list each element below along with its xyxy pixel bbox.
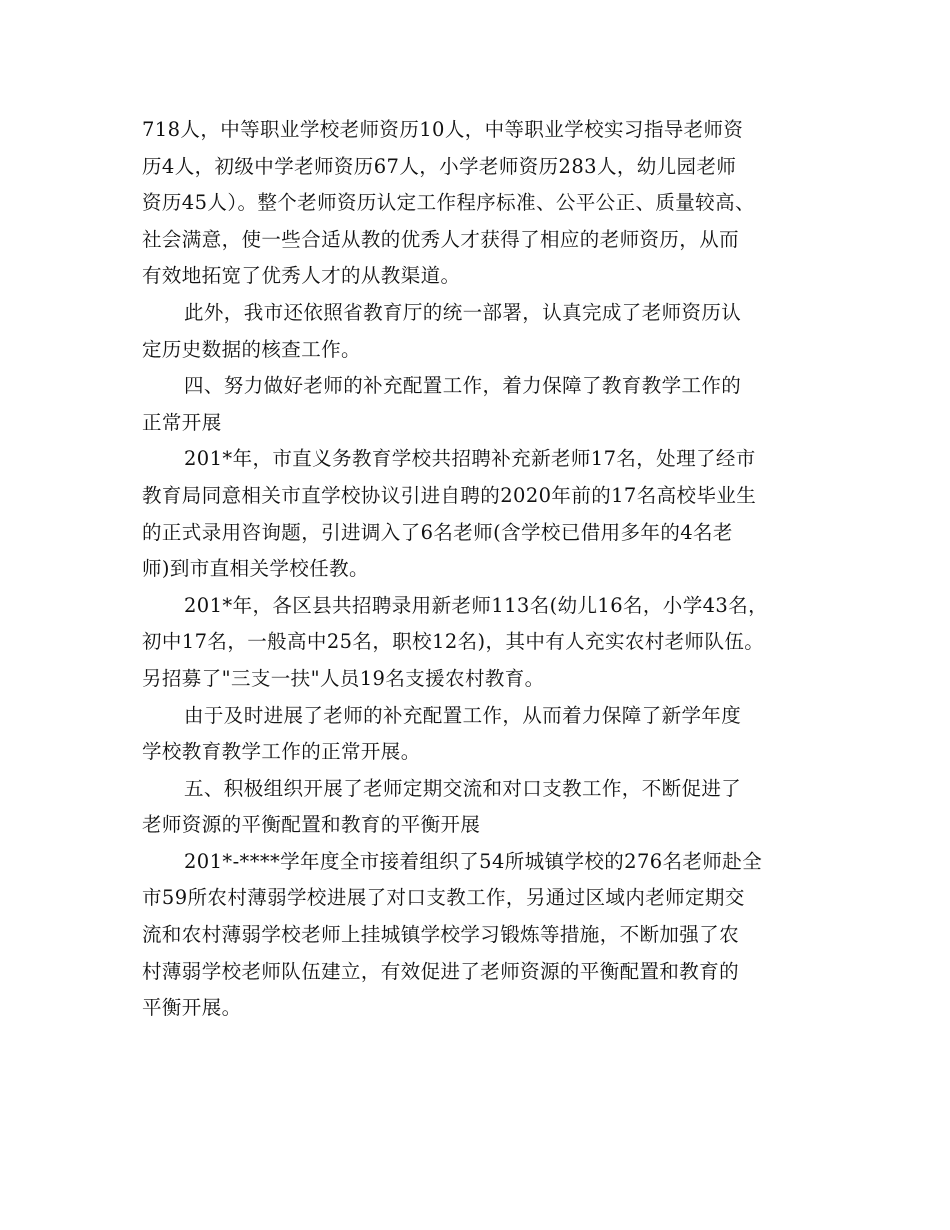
text-line: 201*-****学年度全市接着组织了54所城镇学校的276名老师赴全 xyxy=(184,849,763,873)
text-line: 五、积极组织开展了老师定期交流和对口支教工作，不断促进了 xyxy=(184,776,742,800)
text-line: 学校教育教学工作的正常开展。 xyxy=(142,740,421,764)
text-line: 教育局同意相关市直学校协议引进自聘的2020年前的17名高校毕业生 xyxy=(142,483,757,507)
text-line: 村薄弱学校老师队伍建立，有效促进了老师资源的平衡配置和教育的 xyxy=(142,959,740,983)
text-line: 718人，中等职业学校老师资历10人，中等职业学校实习指导老师资 xyxy=(142,118,744,141)
text-line: 有效地拓宽了优秀人才的从教渠道。 xyxy=(142,264,461,288)
text-line: 201*年，市直义务教育学校共招聘补充新老师17名，处理了经市 xyxy=(184,447,756,471)
text-line: 此外，我市还依照省教育厅的统一部署，认真完成了老师资历认 xyxy=(184,300,742,324)
text-line: 初中17名，一般高中25名，职校12名)，其中有人充实农村老师队伍。 xyxy=(142,630,765,654)
text-line: 由于及时进展了老师的补充配置工作，从而着力保障了新学年度 xyxy=(184,703,742,727)
text-line: 201*年，各区县共招聘录用新老师113名(幼儿16名，小学43名， xyxy=(184,593,769,617)
text-line: 四、努力做好老师的补充配置工作，着力保障了教育教学工作的 xyxy=(184,374,742,398)
text-line: 社会满意，使一些合适从教的优秀人才获得了相应的老师资历，从而 xyxy=(142,227,740,251)
text-line: 历4人，初级中学老师资历67人，小学老师资历283人，幼儿园老师 xyxy=(142,154,737,178)
text-line: 另招募了"三支一扶"人员19名支援农村教育。 xyxy=(142,666,545,690)
text-line: 师)到市直相关学校任教。 xyxy=(142,557,369,581)
text-line: 平衡开展。 xyxy=(142,996,242,1020)
text-line: 老师资源的平衡配置和教育的平衡开展 xyxy=(142,813,481,837)
document-body xyxy=(142,112,814,1027)
text-line: 的正式录用咨询题，引进调入了6名老师(含学校已借用多年的4名老 xyxy=(142,520,733,544)
text-line: 正常开展 xyxy=(142,410,222,434)
text-line: 市59所农村薄弱学校进展了对口支教工作，另通过区域内老师定期交 xyxy=(142,886,745,910)
text-line: 资历45人）。整个老师资历认定工作程序标准、公平公正、质量较高、 xyxy=(142,191,755,215)
text-line: 流和农村薄弱学校老师上挂城镇学校学习锻炼等措施，不断加强了农 xyxy=(142,923,740,947)
text-line: 定历史数据的核查工作。 xyxy=(142,337,361,361)
